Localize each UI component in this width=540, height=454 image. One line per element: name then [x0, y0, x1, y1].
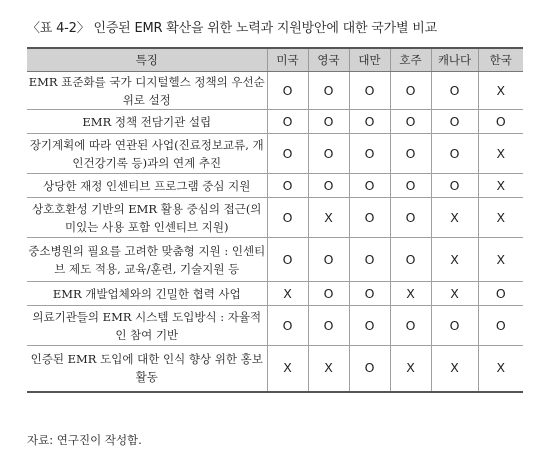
mark-cell: X	[478, 174, 523, 198]
table-row	[27, 238, 523, 282]
feature-cell: 장기계획에 따라 연관된 사업(진료정보교류, 개인건강기록 등)과의 연계 추진	[27, 134, 267, 174]
feature-cell: 인증된 EMR 도입에 대한 인식 향상 위한 홍보활동	[27, 346, 267, 392]
column-header-canada: 캐나다	[431, 48, 478, 72]
mark-cell: O	[349, 282, 390, 306]
header-row	[27, 48, 523, 72]
table-row	[27, 346, 523, 392]
feature-cell: EMR 정책 전담기관 설립	[27, 110, 267, 134]
feature-cell: 상당한 재정 인센티브 프로그램 중심 지원	[27, 174, 267, 198]
mark-cell: X	[478, 198, 523, 238]
mark-cell: X	[431, 238, 478, 282]
mark-cell: O	[431, 306, 478, 346]
feature-cell: EMR 표준화를 국가 디지털헬스 정책의 우선순위로 설정	[27, 72, 267, 110]
column-header-korea: 한국	[478, 48, 523, 72]
mark-cell: O	[308, 238, 349, 282]
table-row	[27, 282, 523, 306]
mark-cell: O	[478, 306, 523, 346]
country-comparison-table	[27, 47, 523, 393]
mark-cell: O	[349, 72, 390, 110]
mark-cell: O	[308, 72, 349, 110]
table-caption: 〈표 4-2〉 인증된 EMR 확산을 위한 노력과 지원방안에 대한 국가별 비교	[27, 21, 438, 36]
mark-cell: O	[390, 110, 431, 134]
mark-cell: X	[431, 346, 478, 392]
feature-cell: EMR 개발업체와의 긴밀한 협력 사업	[27, 282, 267, 306]
mark-cell: O	[390, 198, 431, 238]
mark-cell: O	[267, 306, 308, 346]
mark-cell: O	[390, 306, 431, 346]
mark-cell: O	[349, 110, 390, 134]
mark-cell: O	[390, 72, 431, 110]
mark-cell: O	[431, 110, 478, 134]
mark-cell: O	[390, 238, 431, 282]
feature-cell: 중소병원의 필요를 고려한 맞춤형 지원 : 인센티브 제도 적용, 교육/훈련, 기술지원 등	[27, 238, 267, 282]
mark-cell: O	[349, 306, 390, 346]
mark-cell: O	[308, 306, 349, 346]
mark-cell: O	[431, 174, 478, 198]
mark-cell: X	[478, 346, 523, 392]
mark-cell: O	[478, 110, 523, 134]
table-row	[27, 134, 523, 174]
mark-cell: O	[390, 174, 431, 198]
mark-cell: O	[349, 198, 390, 238]
mark-cell: X	[267, 346, 308, 392]
column-header-uk: 영국	[308, 48, 349, 72]
mark-cell: O	[267, 174, 308, 198]
feature-cell: 의료기관들의 EMR 시스템 도입방식 : 자율적인 참여 기반	[27, 306, 267, 346]
mark-cell: O	[267, 198, 308, 238]
table-row	[27, 110, 523, 134]
mark-cell: X	[308, 198, 349, 238]
mark-cell: O	[267, 134, 308, 174]
mark-cell: X	[390, 282, 431, 306]
table-row	[27, 306, 523, 346]
column-header-usa: 미국	[267, 48, 308, 72]
feature-cell: 상호호환성 기반의 EMR 활용 중심의 접근(의미있는 사용 포함 인센티브 지원)	[27, 198, 267, 238]
source-note: 자료: 연구진이 작성함.	[27, 433, 142, 447]
mark-cell: X	[478, 238, 523, 282]
column-header-australia: 호주	[390, 48, 431, 72]
mark-cell: O	[267, 110, 308, 134]
mark-cell: O	[308, 110, 349, 134]
mark-cell: X	[431, 282, 478, 306]
mark-cell: X	[478, 72, 523, 110]
table-row	[27, 72, 523, 110]
mark-cell: O	[308, 174, 349, 198]
mark-cell: X	[478, 134, 523, 174]
mark-cell: O	[431, 134, 478, 174]
mark-cell: O	[390, 134, 431, 174]
mark-cell: O	[349, 174, 390, 198]
mark-cell: X	[267, 282, 308, 306]
mark-cell: X	[431, 198, 478, 238]
mark-cell: O	[349, 134, 390, 174]
mark-cell: O	[308, 282, 349, 306]
mark-cell: X	[390, 346, 431, 392]
mark-cell: O	[431, 72, 478, 110]
table-row	[27, 198, 523, 238]
table-row	[27, 174, 523, 198]
mark-cell: O	[349, 346, 390, 392]
mark-cell: O	[267, 238, 308, 282]
mark-cell: O	[349, 238, 390, 282]
mark-cell: O	[267, 72, 308, 110]
column-header-taiwan: 대만	[349, 48, 390, 72]
mark-cell: X	[308, 346, 349, 392]
column-header-feature: 특징	[27, 48, 267, 72]
mark-cell: O	[478, 282, 523, 306]
mark-cell: O	[308, 134, 349, 174]
